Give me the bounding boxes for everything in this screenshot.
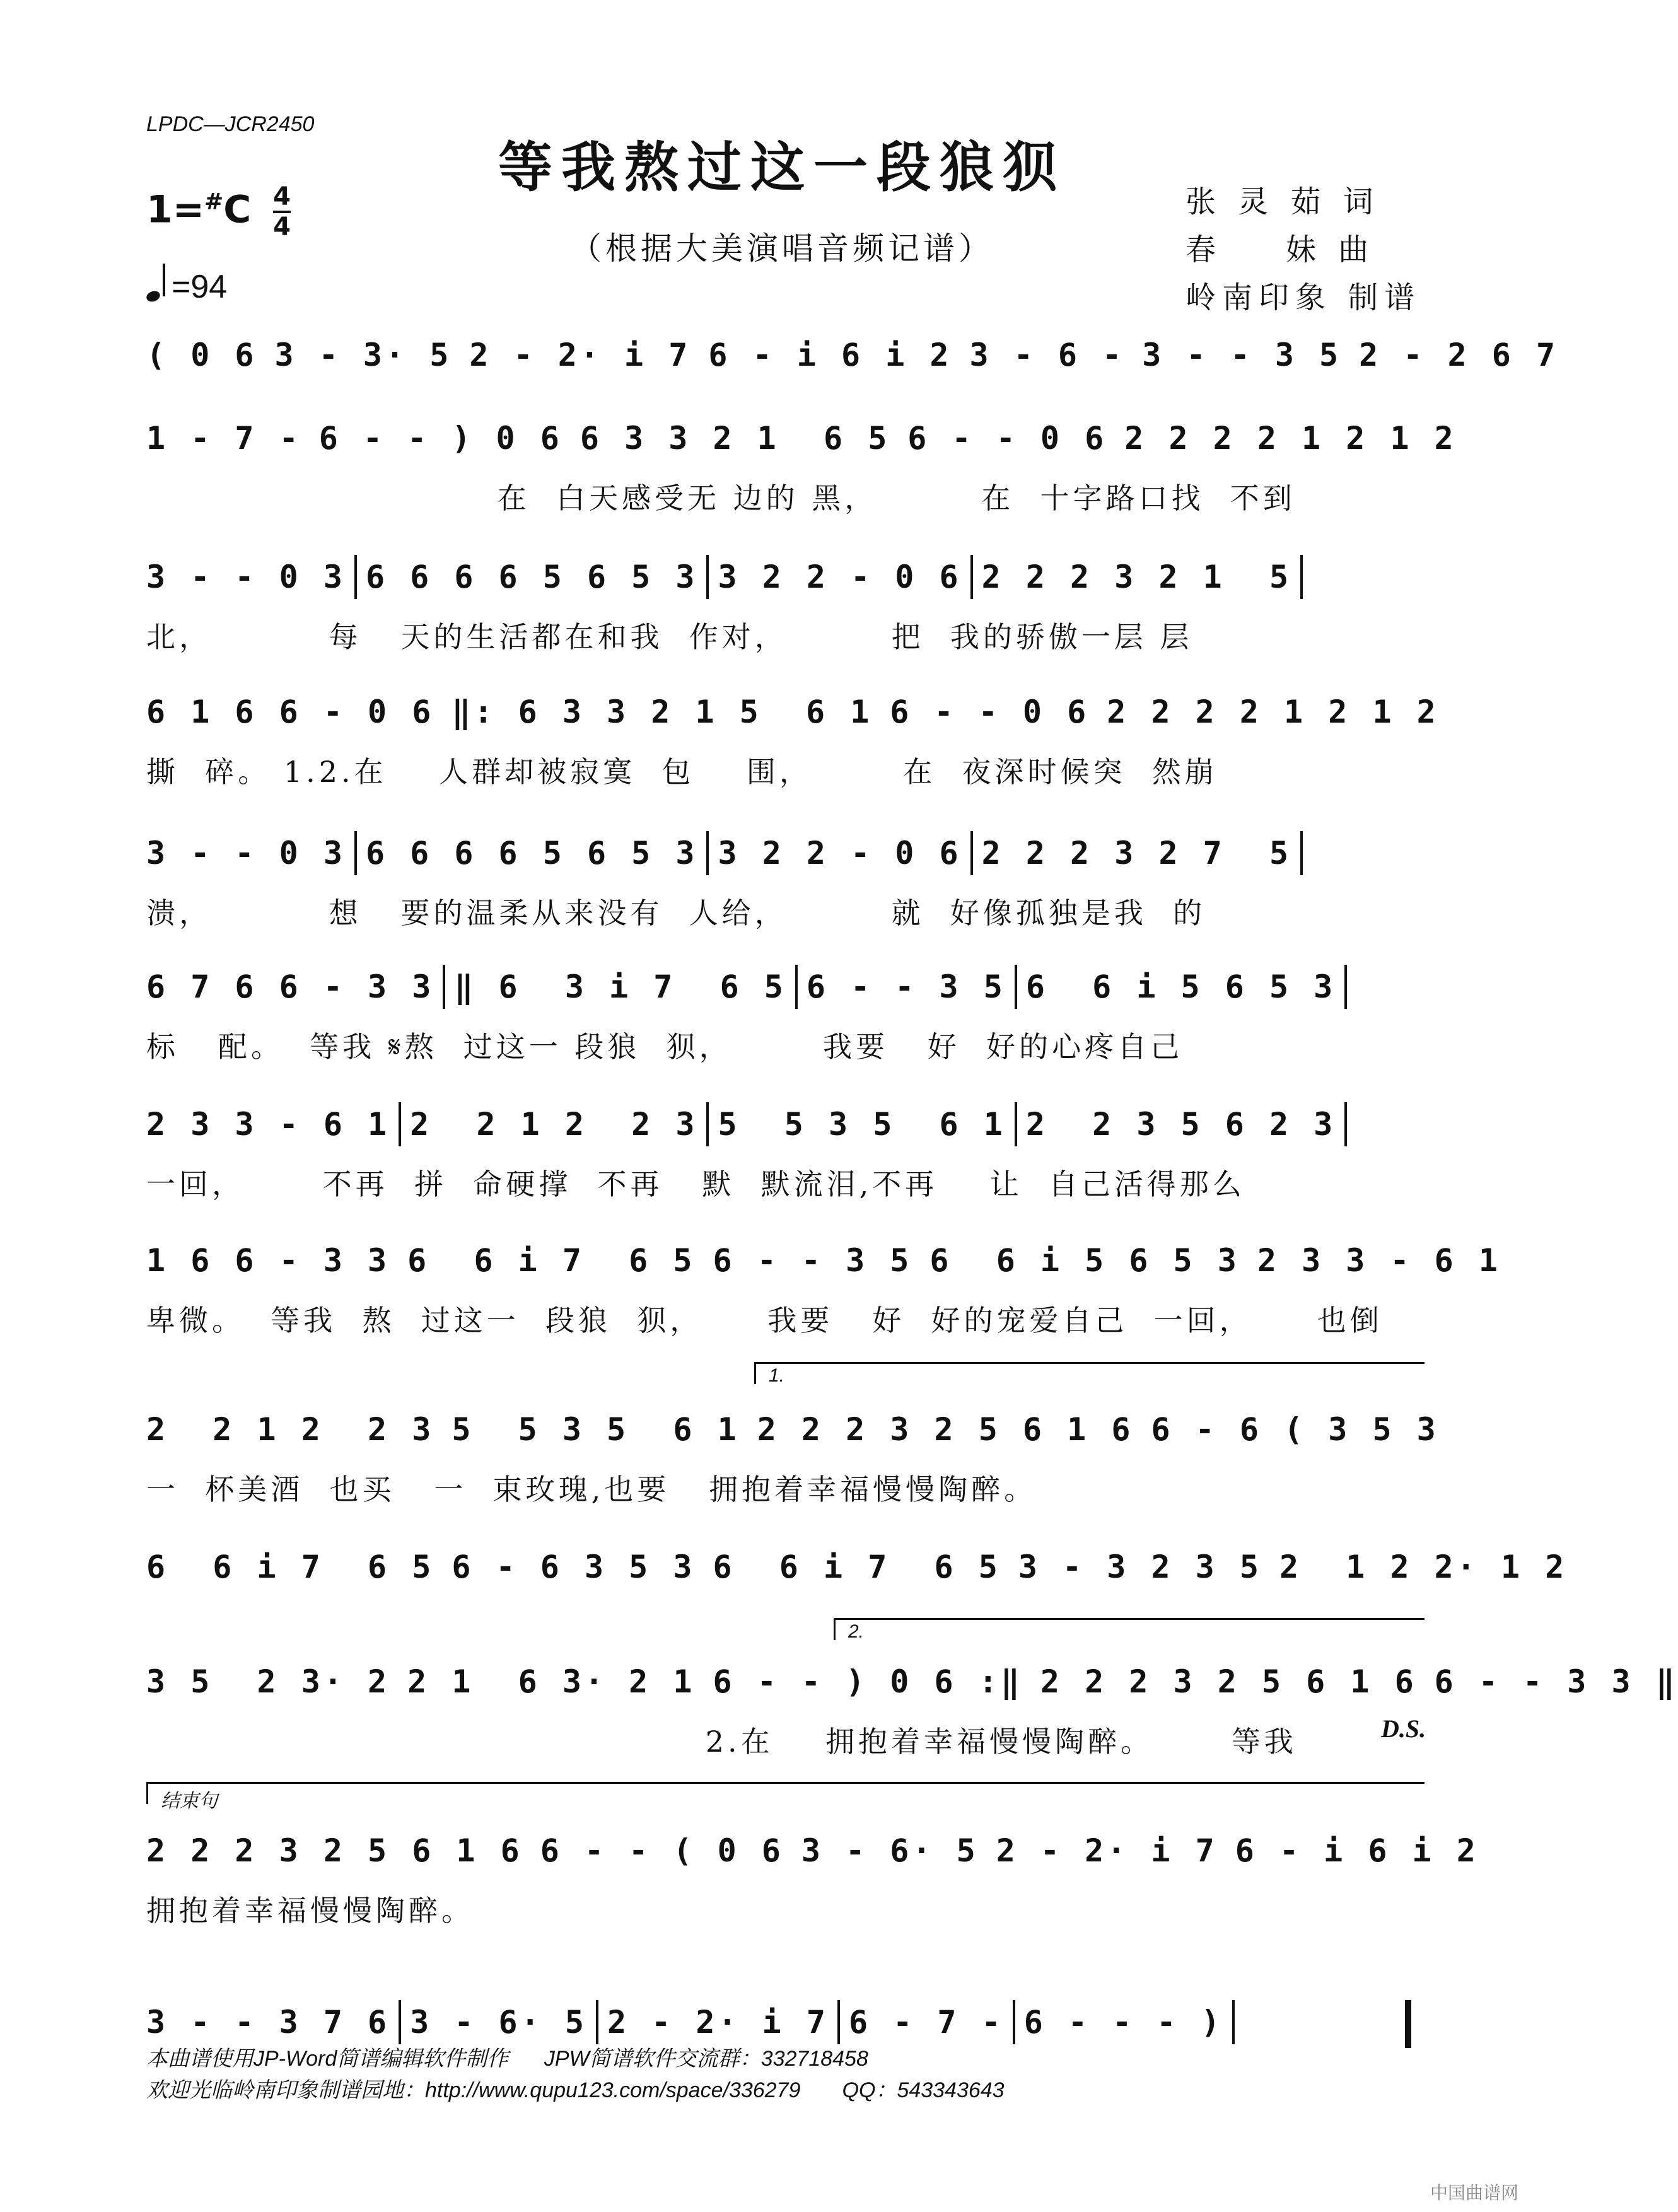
dal-segno-marking: D.S. — [1381, 1714, 1426, 1743]
measure: 3 - - 0 3 — [146, 559, 346, 595]
barline — [1232, 2000, 1235, 2044]
measure: 3 - - 3 5 — [1142, 337, 1342, 373]
measure: 2 - 2· i 7 — [469, 337, 691, 373]
barline — [706, 555, 709, 599]
measure: 6 - i 6 i 2 — [708, 337, 952, 373]
notation-line — [146, 416, 1457, 460]
measure: 2 3 3 - 6 1 — [1257, 1242, 1501, 1279]
score-system — [146, 1545, 1568, 1604]
composer-credit: 春 妹 曲 — [1186, 232, 1375, 267]
score-system — [146, 1102, 1420, 1203]
barline — [837, 2000, 840, 2044]
measure: 6 - i 6 i 2 — [1235, 1832, 1479, 1869]
measure: 5 5 3 5 6 1 — [718, 1106, 1006, 1143]
time-denominator: 4 — [273, 212, 291, 242]
footer — [146, 2043, 1005, 2106]
measure: 6 6 i 5 6 5 3 — [929, 1242, 1240, 1279]
barline — [706, 1102, 709, 1146]
measure: 3 - 3 2 3 5 — [1018, 1549, 1262, 1585]
score-code: LPDC—JCR2450 — [146, 112, 315, 136]
barline — [399, 2000, 401, 2044]
second-ending-bracket: 2. — [834, 1618, 1425, 1640]
measure: 2 2 3 5 6 2 3 — [1025, 1106, 1336, 1143]
barline — [443, 965, 445, 1009]
measure: 3 - - 3 7 6 — [146, 2004, 390, 2040]
quarter-note-icon — [145, 289, 161, 304]
measure: 5 5 3 5 6 1 — [452, 1411, 740, 1448]
score-system — [146, 1407, 1439, 1508]
footer-line-2: 欢迎光临岭南印象制谱园地：http://www.qupu123.com/space/336279 QQ：543343643 — [146, 2078, 1005, 2102]
score-system — [146, 831, 1420, 932]
tempo-marking — [146, 265, 227, 306]
lyrics-line: 标 配。 等我 𝄋熬 过这一 段狼 狈， 我要 好 好的心疼自己 — [146, 1030, 1184, 1064]
score-system — [146, 1238, 1501, 1339]
measure: 6 - - 3 5 — [806, 969, 1006, 1005]
measure: 6 - - 0 6 — [907, 420, 1107, 457]
measure: 2 2 2 3 2 5 6 1 6 — [1040, 1663, 1417, 1700]
notation-line — [146, 2000, 1420, 2044]
measure: ‖: 6 3 3 2 1 5 6 1 — [452, 694, 873, 730]
measure: 1 - 7 - — [146, 420, 301, 457]
measure: 3 - 3· 5 — [274, 337, 452, 373]
measure: 2 2 2 2 1 2 1 2 — [1124, 420, 1457, 457]
notation-line — [146, 831, 1420, 875]
notation-line — [146, 965, 1420, 1009]
measure: 3 - 6· 5 — [801, 1832, 979, 1869]
credits — [1186, 178, 1421, 322]
barline — [1015, 1102, 1017, 1146]
measure: 6 - - ( 0 6 — [540, 1832, 784, 1869]
notation-line — [146, 690, 1439, 734]
first-ending-bracket: 1. — [754, 1362, 1425, 1384]
measure: 6 - 6 3 5 3 — [452, 1549, 696, 1585]
lyrics-line: 卑微。 等我 熬 过这一 段狼 狈， 我要 好 好的宠爱自己 一回， 也倒 — [146, 1303, 1383, 1337]
barline — [706, 831, 709, 875]
measure: 2 - 2 6 7 — [1359, 337, 1559, 373]
lyrics-line: 在 白天感受无 边的 黑， 在 十字路口找 不到 — [146, 481, 1296, 515]
final-barline — [1405, 2000, 1411, 2048]
time-signature — [273, 183, 291, 241]
measure: 6 6 6 6 5 6 5 3 — [365, 559, 698, 595]
measure: 6 1 6 6 - 0 6 — [146, 694, 434, 730]
barline — [1344, 1102, 1347, 1146]
measure: 2 2 2 3 2 1 5 — [981, 559, 1292, 595]
measure: 6 - - ) 0 6 — [318, 420, 562, 457]
barline — [1344, 965, 1347, 1009]
measure: 3 2 2 - 0 6 — [718, 835, 962, 871]
notation-line — [146, 1407, 1439, 1452]
measure: 3 2 2 - 0 6 — [718, 559, 962, 595]
barline — [354, 831, 357, 875]
lyrics-line: 一 杯美酒 也买 一 束玫瑰,也要 拥抱着幸福慢慢陶醉。 — [146, 1472, 1037, 1506]
measure: 6 6 i 5 6 5 3 — [1025, 969, 1336, 1005]
measure: 3 - 6 - — [969, 337, 1125, 373]
notation-line — [146, 333, 1559, 377]
barline — [970, 555, 973, 599]
note-stem-icon — [163, 264, 165, 296]
footer-line-1: 本曲谱使用JP-Word简谱编辑软件制作 JPW简谱软件交流群：332718458 — [146, 2047, 868, 2071]
barline — [970, 831, 973, 875]
score-system — [146, 690, 1439, 791]
measure: 6 - 7 - — [849, 2004, 1004, 2040]
lyrics-line: 2.在 拥抱着幸福慢慢陶醉。 等我 — [146, 1725, 1297, 1759]
key-prefix: 1= — [146, 187, 205, 232]
measure: 2 1 2 2· 1 2 — [1279, 1549, 1568, 1585]
lyrics-line: 拥抱着幸福慢慢陶醉。 — [146, 1894, 474, 1928]
measure: 3 - 6· 5 — [410, 2004, 587, 2040]
measure: 2 2 2 3 2 5 6 1 6 — [146, 1832, 523, 1869]
notation-line — [146, 1829, 1479, 1873]
barline — [1013, 2000, 1015, 2044]
barline — [596, 2000, 598, 2044]
lyrics-line: 北， 每 天的生活都在和我 作对， 把 我的骄傲一层 层 — [146, 620, 1193, 654]
notation-line — [146, 1660, 1678, 1704]
barline — [399, 1102, 401, 1146]
arranger-credit: 岭南印象 制谱 — [1186, 280, 1421, 315]
score-system — [146, 333, 1559, 392]
song-subtitle: （根据大美演唱音频记谱） — [570, 230, 994, 267]
barline — [354, 555, 357, 599]
measure: 2 2 1 2 2 3 — [410, 1106, 698, 1143]
lyrics-line: 一回， 不再 拼 命硬撑 不再 默 默流泪,不再 让 自己活得那么 — [146, 1167, 1245, 1201]
measure: 2 2 2 3 2 5 6 1 6 — [757, 1411, 1134, 1448]
notation-line — [146, 1238, 1501, 1283]
barline — [795, 965, 798, 1009]
time-numerator: 4 — [273, 183, 291, 213]
sharp-sign: # — [204, 189, 224, 215]
watermark: 中国曲谱网 — [1430, 2182, 1519, 2203]
lyricist-credit: 张 灵 茹 词 — [1186, 184, 1380, 219]
measure: 2 2 2 2 1 2 1 2 — [1107, 694, 1439, 730]
measure: ( 0 6 — [146, 337, 257, 373]
barline — [1015, 965, 1017, 1009]
score-system — [146, 965, 1420, 1066]
measure: 2 2 1 2 2 3 — [146, 1411, 434, 1448]
coda-bracket: 结束句 — [146, 1782, 1425, 1804]
measure: 6 6 i 7 6 5 — [713, 1549, 1001, 1585]
measure: 6 3 3 2 1 6 5 — [580, 420, 890, 457]
measure: 6 - - - ) — [1023, 2004, 1223, 2040]
measure: ‖ 6 3 i 7 6 5 — [454, 969, 786, 1005]
key-note: C — [223, 187, 252, 232]
measure: 6 7 6 6 - 3 3 — [146, 969, 434, 1005]
score-system — [146, 1660, 1678, 1761]
measure: 3 5 2 3· 2 — [146, 1663, 390, 1700]
measure: 6 - - 3 5 — [713, 1242, 912, 1279]
notation-line — [146, 555, 1420, 599]
measure: 2 2 2 3 2 7 5 — [981, 835, 1292, 871]
key-signature — [146, 183, 291, 241]
measure: 6 6 i 7 6 5 — [407, 1242, 696, 1279]
score-system — [146, 1829, 1479, 1930]
barline — [1300, 831, 1303, 875]
score-system — [146, 555, 1420, 656]
notation-line — [146, 1102, 1420, 1146]
measure: 6 - - ) 0 6 :‖ — [713, 1663, 1023, 1700]
barline — [1300, 555, 1303, 599]
measure: 6 6 6 6 5 6 5 3 — [365, 835, 698, 871]
notation-line — [146, 1545, 1568, 1589]
lyrics-line: 撕 碎。 1.2.在 人群却被寂寞 包 围， 在 夜深时候突 然崩 — [146, 755, 1218, 789]
measure: 2 - 2· i 7 — [607, 2004, 829, 2040]
measure: 2 3 3 - 6 1 — [146, 1106, 390, 1143]
score-system — [146, 416, 1457, 517]
measure: 6 - - 0 6 — [890, 694, 1090, 730]
measure: 6 - - 3 3 ‖ — [1434, 1663, 1678, 1700]
measure: 3 - - 0 3 — [146, 835, 346, 871]
measure: 6 6 i 7 6 5 — [146, 1549, 434, 1585]
measure: 2 1 6 3· 2 1 — [407, 1663, 696, 1700]
measure: 1 6 6 - 3 3 — [146, 1242, 390, 1279]
lyrics-line: 溃， 想 要的温柔从来没有 人给， 就 好像孤独是我 的 — [146, 896, 1206, 930]
tempo-value: =94 — [172, 269, 228, 305]
song-title: 等我熬过这一段狼狈 — [498, 136, 1066, 199]
measure: 6 - 6 ( 3 5 3 — [1151, 1411, 1439, 1448]
measure: 2 - 2· i 7 — [996, 1832, 1218, 1869]
